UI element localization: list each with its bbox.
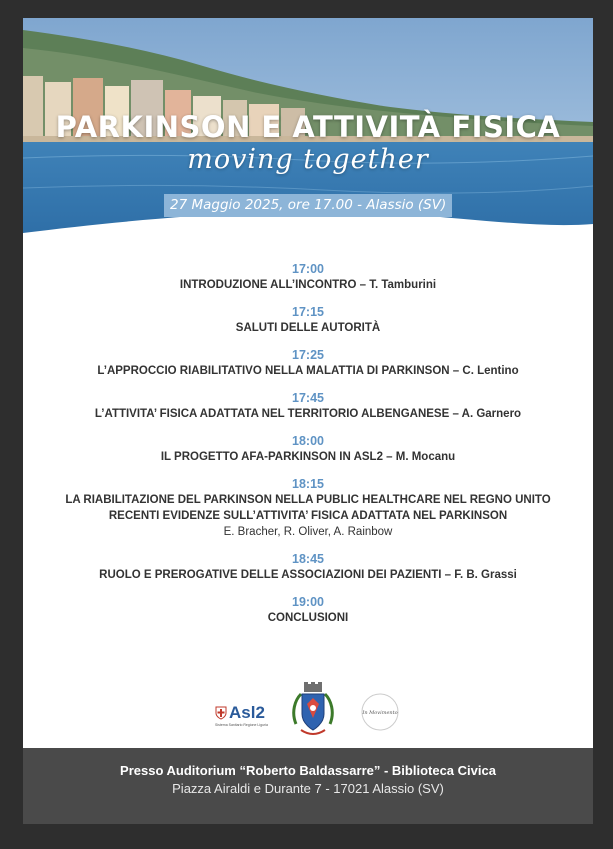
venue-name: Presso Auditorium “Roberto Baldassarre” - Biblioteca Civica <box>120 763 496 778</box>
program-talk: L’ATTIVITA’ FISICA ADATTATA NEL TERRITORIO ALBENGANESE – A. Garnero <box>94 408 522 420</box>
program-time: 17:45 <box>292 391 324 405</box>
program-item <box>23 347 593 379</box>
program-item <box>23 304 593 336</box>
program-talk: IL PROGETTO AFA-PARKINSON IN ASL2 – M. Mocanu <box>160 451 456 463</box>
program-talk: L’APPROCCIO RIABILITATIVO NELLA MALATTIA DI PARKINSON – C. Lentino <box>97 365 519 377</box>
program-time: 18:45 <box>292 552 324 566</box>
asl2-logo-subtext: Sistema Sanitario Regione Liguria <box>215 723 268 727</box>
program-time: 17:15 <box>292 305 324 319</box>
venue-address: Piazza Airaldi e Durante 7 - 17021 Alassio (SV) <box>172 781 444 796</box>
program-time: 17:25 <box>292 348 324 362</box>
venue-footer <box>23 748 593 824</box>
program-item <box>23 433 593 465</box>
hero-banner <box>23 18 593 258</box>
program-time: 18:00 <box>292 434 324 448</box>
asl2-logo-text: Asl2 <box>229 703 265 722</box>
program-time: 19:00 <box>292 595 324 609</box>
program-time: 17:00 <box>292 262 324 276</box>
sponsor-logos <box>23 678 593 738</box>
program-talk: LA RIABILITAZIONE DEL PARKINSON NELLA PUBLIC HEALTHCARE NEL REGNO UNITO <box>65 494 551 506</box>
asl-shield-icon <box>215 706 227 720</box>
program-item <box>23 594 593 626</box>
event-poster <box>23 18 593 824</box>
program-talk: RECENTI EVIDENZE SULL’ATTIVITA’ FISICA ADATTATA NEL PARKINSON <box>108 510 508 522</box>
asl2-logo <box>215 704 275 728</box>
program-item <box>23 261 593 293</box>
municipal-crest-icon <box>291 682 335 738</box>
association-logo <box>360 692 400 732</box>
program-speakers: E. Bracher, R. Oliver, A. Rainbow <box>223 526 393 538</box>
association-logo-text: In Movimento <box>362 710 398 716</box>
program-talk: INTRODUZIONE ALL’INCONTRO – T. Tamburini <box>179 279 437 291</box>
program-item <box>23 551 593 583</box>
program-item <box>23 476 593 540</box>
program-talk: RUOLO E PREROGATIVE DELLE ASSOCIAZIONI DEI PAZIENTI – F. B. Grassi <box>99 569 517 581</box>
program-time: 18:15 <box>292 477 324 491</box>
program-talk: CONCLUSIONI <box>267 612 349 624</box>
program-talk: SALUTI DELLE AUTORITÀ <box>235 322 381 334</box>
event-title: PARKINSON E ATTIVITÀ FISICA <box>55 110 561 144</box>
program-list <box>23 261 593 637</box>
date-badge: 27 Maggio 2025, ore 17.00 - Alassio (SV) <box>164 194 452 217</box>
event-subtitle: moving together <box>187 144 429 175</box>
program-item <box>23 390 593 422</box>
